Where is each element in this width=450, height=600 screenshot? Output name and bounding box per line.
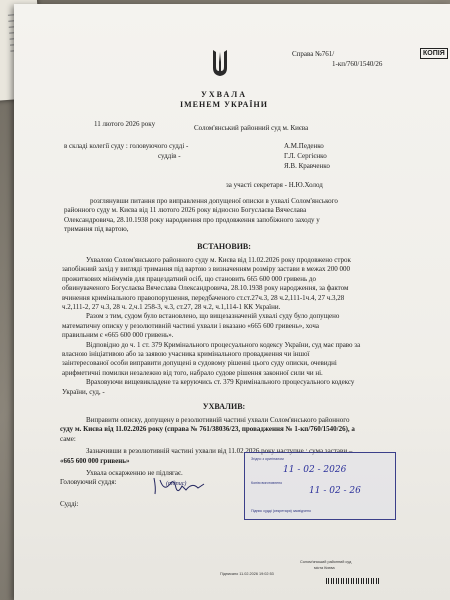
- ukraine-coat-of-arms-icon: [210, 48, 230, 78]
- text-line: Враховуючи вищевикладене та керуючись ст. 379 Кримінального процесуального кодексу: [86, 378, 355, 387]
- certification-stamp: [244, 452, 396, 520]
- established-section: [62, 256, 416, 397]
- panel-intro: в складі колегії суду : головуючого судді -: [64, 142, 189, 150]
- stamp-line-3: Підпис судді (секретаря) засвідчено: [251, 509, 311, 513]
- preamble-line: Олександровича, 28.10.1938 року народження про продовження запобіжного заходу у: [64, 215, 320, 224]
- text-line: Виправити описку, допущену в резолютивній частині ухвали Солом'янського районного: [86, 416, 350, 424]
- proceeding-number: 1-кп/760/1540/26: [332, 60, 383, 68]
- stamp-line-1: Згідно з оригіналом: [251, 457, 284, 461]
- text-line: арифметичні помилки незалежно від того, набрало судове рішення законної сили чи ні.: [62, 368, 323, 377]
- text-line: ч.2,111-2, 27 ч.3, 28 ч. 2,ч.1 258-3, ч.3, ст.27, 28 ч.2, ч.1,114-1 КК України.: [62, 303, 281, 312]
- presiding-judge: А.М.Педенко: [284, 142, 324, 150]
- text-line: саме:: [60, 434, 76, 443]
- judge-3: Я.В. Кравченко: [284, 162, 330, 170]
- text-line: Відповідно до ч. 1 ст. 379 Кримінального процесуального кодексу України, суд має право за: [86, 340, 361, 349]
- text-line: запобіжний захід у вигляді тримання під вартою з визначенням розміру застави в межах 200 000: [62, 265, 350, 274]
- text-line: заінтересованої особи виправити допущені в судовому рішенні цього суду описки, очевидні: [62, 359, 337, 368]
- preamble-line: розглянувши питання про виправлення допущеної описки в ухвалі Солом'янського: [90, 197, 338, 205]
- text-line: математичну описку у резолютивній частині ухвали і вказано «665 600 гривень», хоча: [62, 321, 319, 330]
- stamp-line-2: Копію виготовлено: [251, 481, 283, 485]
- text-line: Зазначивши в резолютивній частині ухвали від 11.02.2026 року наступне : сума застави –: [86, 447, 353, 456]
- text-line: правильним є «665 600 000 гривень».: [62, 331, 174, 340]
- text-line: власною ініціативою або за заявою учасника кримінального провадження чи іншої: [62, 350, 310, 359]
- signature-text: (підпис): [166, 481, 187, 487]
- court-name: Солом'янський районний суд м. Києва: [194, 124, 309, 132]
- preamble-line: районного суду м. Києва від 11 лютого 2026 року відносно Богуслаєва Вячеслава: [64, 206, 307, 215]
- text-line: Разом з тим, судом було встановлено, що вищезазначеній ухвалі суду було допущено: [86, 312, 340, 321]
- footer-signed: Підписано 11.02.2026 19:02:53: [220, 572, 274, 576]
- established-heading: ВСТАНОВИВ:: [197, 242, 251, 251]
- stamp-handwritten-date-2: 11 - 02 - 26: [309, 486, 361, 496]
- judges-label: суддів -: [158, 152, 181, 160]
- text-line: суду м. Києва від 11.02.2026 року (справа № 761/38036/23, провадження № 1-кп/760/1540/26), а: [60, 425, 355, 434]
- barcode: [326, 578, 380, 584]
- document-subtitle: ІМЕНЕМ УКРАЇНИ: [180, 100, 268, 109]
- document-title: УХВАЛА: [201, 90, 247, 99]
- text-line: Судді:: [60, 499, 79, 508]
- text-line: Головуючий суддя:: [60, 478, 117, 487]
- preamble: [64, 197, 414, 235]
- text-line: прожиткових мінімумів для працездатний осіб, що становить 665 600 000 гривень до: [62, 274, 316, 283]
- footer-court: Солом'янський районний суд: [300, 560, 352, 564]
- text-line: вчинення кримінального правопорушення, передбаченого ст.ст.27ч.3, 28 ч.2,111-1ч.4, 27 ч.3,28: [62, 293, 345, 302]
- ruling-date: 11 лютого 2026 року: [94, 120, 156, 128]
- stamp-handwritten-date-1: 11 - 02 - 2026: [283, 465, 347, 475]
- ruled-heading: УХВАЛИВ:: [202, 402, 246, 411]
- handwritten-signature: [152, 474, 206, 496]
- text-line: Ухвала оскарженню не підлягає.: [86, 469, 183, 478]
- secretary-line: за участі секретаря - Н.Ю.Холод: [226, 181, 323, 189]
- court-ruling-page: [14, 4, 450, 600]
- footer-city: міста Києва: [314, 566, 335, 570]
- text-line: України, суд, -: [62, 387, 105, 396]
- text-line: обвинуваченого Богуслаєва Вячеслава Олександровича, 28.10.1938 року народження, за фактом: [62, 284, 349, 293]
- text-line: «665 600 000 гривень»: [60, 456, 130, 465]
- case-reference: Справа №761/: [292, 50, 335, 58]
- copy-stamp: КОПІЯ: [420, 48, 448, 59]
- judge-2: Г.Л. Сергієнко: [284, 152, 327, 160]
- preamble-line: тримання під вартою,: [64, 225, 129, 234]
- text-line: Ухвалою Солом'янського районного суду м. Києва від 11.02.2026 року продовжено строк: [86, 256, 351, 264]
